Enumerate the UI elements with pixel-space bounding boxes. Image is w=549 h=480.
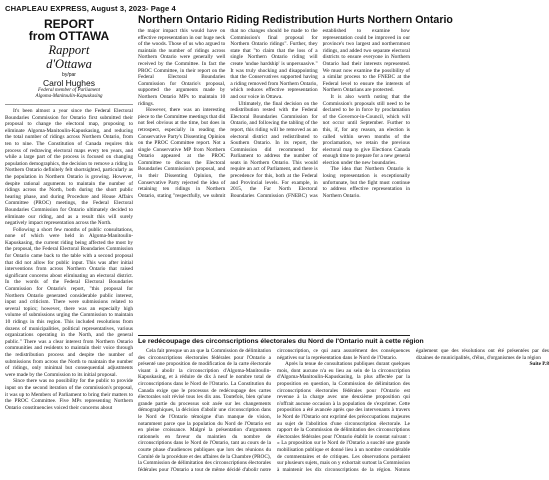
article-headline: Northern Ontario Riding Redistribution Hurts Northern Ontario [138,14,453,26]
paragraph: It's been almost a year since the Federal Electoral Boundaries Commission for Ontario first submitted their proposal to change the electoral map, proposing to eliminate Algoma-Manitoulin-Kapuskasing, and reducing the total number of ridings across Northern Ontario, from ten to nine. The Constitution of Canada requires this process of redrawing electoral maps every ten years, and while a large part of the process is focused on changing population demographics, the decision to remove a riding in Northern Ontario definitely felt shortsighted, particularly as the population in Northern Ontario is growing. However, despite rational arguments to maintain the number of ridings across the North, both during the short public hearing phase, and during Procedure and House Affairs Committee (PROC) meetings, the Federal Electoral Boundaries Commission for Ontario ultimately decided to eliminate our riding, and as a result this will surely negatively impact representation across the North. [5,108,133,227]
byline-label: by/par [62,72,76,78]
continued-notice [416,361,549,368]
paragraph: Cela fait presque un an que la Commission de délimitation des circonscriptions électorales fédérales pour l'Ontario a présenté une proposition de modification de la carte électorale visant à abolir la circonscription d'Algoma-Manitoulin-Kapuskasing, et à réduire de dix à neuf le nombre total de circonscriptions dans le Nord de l'Ontario. La Constitution du Canada exige que le processus de redécoupage des cartes électorales soit révisé tous les dix ans. Toutefois, bien qu'une grande partie du processus soit axée sur les changements démographiques, la décision d'abolir une circonscription dans le Nord de l'Ontario témoigne d'un manque de vision, notamment parce que la population du Nord de l'Ontario est en pleine croissance. Malgré la présentation d'arguments rationnels en faveur du maintien du nombre de circonscriptions dans le Nord de l'Ontario, tant au cours de la courte phase d'audiences publiques que lors des réunions du Comité de la procédure et des affaires de la Chambre (PROC), la Commission de délimitation des circonscriptions électorales fédérales pour l'Ontario a tout de même décidé d'abolir notre circonscription, ce qui aura assurément des conséquences négatives sur la représentation dans le Nord de l'Ontario. [138,348,410,473]
report-subtitle: from OTTAWA [28,29,110,43]
page-grid [5,14,549,480]
report-subtitle-fr: d'Ottawa [46,57,92,71]
french-article-body [138,348,549,476]
report-title: REPORT [43,17,94,31]
paragraph: Ultimately, the final decision on the redistribution rested with the Federal Electoral Boundaries Commission for Ontario, and following the tabling of the report, this riding will be removed as an electoral district and redistributed to Southern Ontario. In its report, the Commission did recommend for Parliament to address the number of seats in Northern Ontario. This would require an act of Parliament, and there is precedence for this, both at the Federal and Provincial levels. For example, in 2015, the Far North Electoral Boundaries Commission (FNEBC) was established to examine how representation could be improved in our province's two largest and northernmost ridings, and added two separate electoral districts to ensure everyone in Northern Ontario had their interests represented. We must now examine the possibility of a similar process to the FNEBC at the Federal level to ensure the interests of Northern Ontarians are protected. [230,28,410,199]
left-column-text [5,108,133,411]
left-column [5,14,133,480]
paragraph: Since there was no possibility for the public to provide input on the second iteration of the commission's proposal, it was up to Members of Parliament to bring their matters to the PROC Committee. Five MPs representing Northern Ontario constituencies voiced their concerns about [5,378,133,411]
paragraph: The idea that Northern Ontario is losing representation is exceptionally unfortunate, but the fight must continue to address effective representation in Northern Ontario. [322,166,410,199]
masthead: CHAPLEAU EXPRESS, August 3, 2023- Page 4 [5,4,176,13]
paragraph: It is also worth noting that the Commission's proposals still need to be declared to be in force by proclamation of the Governor-in-Council, which will not occur until September. Further to this, if, for any reason, an election is called within seven months of the proclamation, we retain the previous electoral map to give Elections Canada enough time to prepare for a new general election under the new boundaries. [322,93,410,166]
paragraph: Après la tenue de consultations publiques durant quelques mois, dont aucune n'a eu lieu au sein de la circonscription d'Algoma-Manitoulin-Kapuskasing, la plus affectée par la proposition en question, la Commission de délimitation des circonscriptions électorales fédérales pour l'Ontario est revenue à la charge avec une deuxième proposition qui n'offrait aucune occasion à la population de s'exprimer. Cette proposition a été avancée après que des intervenants à travers le Nord de l'Ontario ont exprimé des préoccupations majeures au sujet de l'abolition d'une circonscription électorale. Le rapport de la Commission de délimitation des circonscriptions électorales fédérales pour l'Ontario établit le constat suivant : « La proposition sur le Nord de l'Ontario a suscité une grande mobilisation publique et donné lieu à un nombre considérable de commentaires et de critiques. Les observations portaient sur plusieurs sujets, mais on y exhortait surtout la Commission à maintenir les dix circonscriptions de la région. Notons également que des résolutions ont été présentées par des dizaines de municipalités, d'élus, d'organismes de la région [277,348,549,473]
article-body [138,28,410,332]
french-headline: Le redécoupage des circonscriptions électorales du Nord de l'Ontario nuit à cette région [138,335,410,346]
paragraph: the major impact this would have on effective representation in our huge neck of the woods. Those of us who argued to maintain the number of ridings across Northern Ontario were generally well received by the Committee. In fact the PROC Committee, in their report on the Federal Electoral Boundaries Commission for Ontario's proposal, supported the arguments made by Northern Ontario MPs to maintain 10 ridings. [138,28,226,107]
report-title-fr: Rapport [48,43,90,57]
author-role: Federal member of Parliament [37,88,101,93]
author-name: Carol Hughes [43,78,95,88]
column-header-box [5,14,133,105]
continued-link-text: Suite P.8 [529,361,549,368]
main-article [138,14,549,476]
paragraph: However, there was an interesting piece to the Committee meetings that did not feel obvious at the time, but does in retrospect, especially in reading the Conservative Party's Dissenting Opinion on the PROC Committee report. Not a single Conservative MP from Northern Ontario appeared at the PROC Committee to discuss the Electoral Boundaries Commission's proposal, and in their Dissenting Opinion, the Conservative Party rejected the idea of retaining ten ridings in Northern Ontario, stating "respectfully, we submit that no changes should be made to the Commission's final proposal for Northern Ontario ridings". Further, they state that "to claim that the loss of a single Northern Ontario riding will create 'undue hardship' is unpersuasive." It was truly shocking and disappointing that the Conservatives supported having a riding removed from Northern Ontario, which reduces effective representation and our voice in Ottawa. [138,28,318,199]
paragraph: Following a short few months of public consultations, none of which were held in Algoma-Manitoulin-Kapuskasing, the current riding being affected the most by the proposal, the Federal Electoral Boundaries Commission for Ontario came back to the table with a second proposal that did not allow for public input. This was after initial interventions from across Northern Ontario that raised significant concerns about eliminating an electoral district. In the words of the Federal Electoral Boundaries Commission for Ontario's report, "this proposal for Northern Ontario generated considerable public interest, input and criticism. There were submissions related to several topics; however, there was an especially high volume of submissions urging the Commission to maintain 10 ridings in this region. This included resolutions from dozens of municipalities, political representatives, various organizations operating in the North, and the general public." There was a clear interest from Northern Ontario communities and residents to maintain their voice through the redistribution process and despite the number of submissions from across the North to maintain the number of ridings, only minimal but consequential adjustments were made by the Commission to its initial proposal. [5,226,133,378]
author-riding: Algoma-Manitoulin-Kapuskasing [35,94,103,99]
